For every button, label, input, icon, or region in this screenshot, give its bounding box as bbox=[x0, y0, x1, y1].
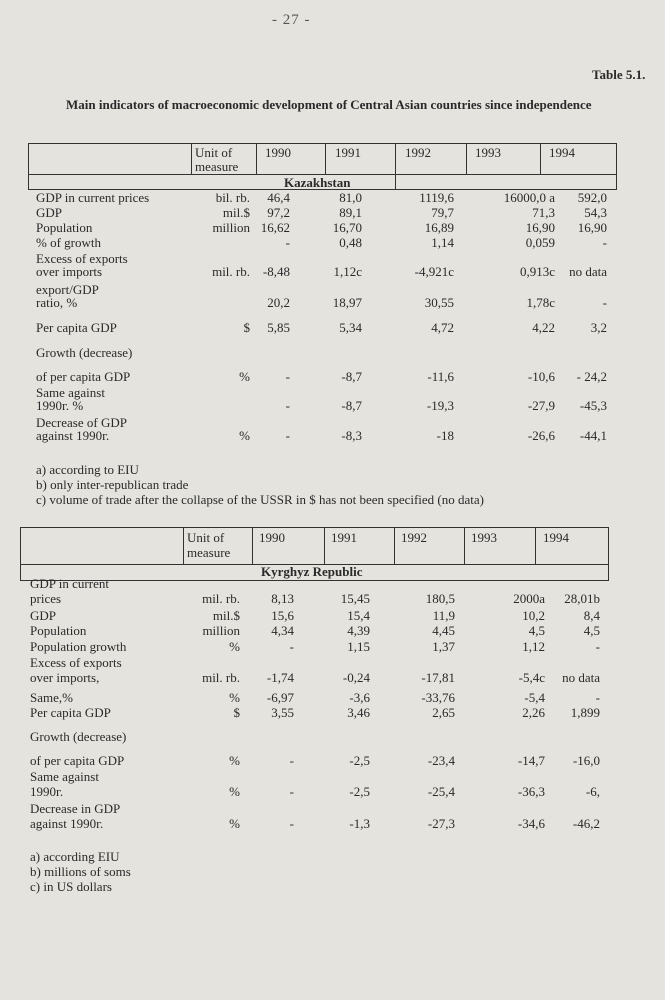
kz-cell-1: -8,7 bbox=[341, 398, 362, 413]
kz-cell-0: - bbox=[285, 398, 290, 413]
kz-row-label: of per capita GDP bbox=[36, 369, 131, 384]
kg-cell-0: -6,97 bbox=[266, 690, 294, 705]
kz-row-unit: % bbox=[239, 428, 250, 443]
kz-cell-0: - bbox=[285, 369, 290, 384]
kz-cell-4: - 24,2 bbox=[576, 369, 607, 384]
kz-cell-2: 30,55 bbox=[424, 295, 454, 310]
kz-cell-3: 1,78c bbox=[526, 295, 555, 310]
kg-cell-4: -6, bbox=[585, 784, 600, 799]
kz-cell-2: 4,72 bbox=[431, 320, 454, 335]
kz-cell-2: -4,921c bbox=[414, 264, 454, 279]
kg-cell-2: 4,45 bbox=[432, 623, 455, 638]
kg-row-unit: % bbox=[229, 753, 240, 768]
kg-row-unit: % bbox=[229, 690, 240, 705]
kz-cell-1: 18,97 bbox=[332, 295, 362, 310]
kg-cell-3: -5,4c bbox=[518, 670, 545, 685]
kz-cell-0: 46,4 bbox=[267, 190, 290, 205]
kg-cell-4: 28,01b bbox=[564, 591, 600, 606]
kz-cell-4: 54,3 bbox=[584, 205, 607, 220]
kg-cell-2: -33,76 bbox=[421, 690, 455, 705]
kg-year-1992: 1992 bbox=[401, 530, 427, 545]
kz-row-label: against 1990г. bbox=[36, 428, 110, 443]
kg-footnote: c) in US dollars bbox=[30, 879, 112, 894]
kz-cell-0: 20,2 bbox=[267, 295, 290, 310]
kg-row-label: GDP bbox=[30, 608, 57, 623]
kg-cell-4: - bbox=[595, 690, 600, 705]
table-label: Table 5.1. bbox=[592, 67, 646, 82]
kg-cell-0: - bbox=[289, 816, 294, 831]
kz-cell-1: 1,12c bbox=[333, 264, 362, 279]
kg-cell-2: -17,81 bbox=[421, 670, 455, 685]
kg-cell-3: -34,6 bbox=[517, 816, 545, 831]
kz-cell-0: - bbox=[285, 235, 290, 250]
kg-unit-header: Unit of bbox=[187, 530, 225, 545]
kz-cell-2: 79,7 bbox=[431, 205, 454, 220]
kg-cell-1: 4,39 bbox=[347, 623, 370, 638]
kg-row-label: Excess of exports bbox=[30, 655, 122, 670]
kg-row-label: Decrease in GDP bbox=[30, 801, 121, 816]
kz-cell-2: 1119,6 bbox=[419, 190, 454, 205]
kz-cell-4: - bbox=[602, 235, 607, 250]
kz-cell-2: -19,3 bbox=[426, 398, 454, 413]
kz-country-name: Kazakhstan bbox=[284, 175, 351, 190]
kg-cell-1: -3,6 bbox=[349, 690, 370, 705]
kg-row-unit: mil. rb. bbox=[202, 670, 240, 685]
kz-year-1993: 1993 bbox=[475, 145, 501, 160]
kz-row-label: GDP in current prices bbox=[36, 190, 150, 205]
kz-cell-3: 0,913c bbox=[519, 264, 555, 279]
kz-cell-3: 16000,0 a bbox=[503, 190, 555, 205]
kg-cell-4: 8,4 bbox=[583, 608, 600, 623]
kz-row-label: export/GDP bbox=[36, 282, 99, 297]
kz-row-label: % of growth bbox=[36, 235, 101, 250]
kg-cell-3: 2,26 bbox=[522, 705, 545, 720]
kz-cell-3: 71,3 bbox=[532, 205, 555, 220]
kg-cell-3: 2000a bbox=[513, 591, 545, 606]
kz-cell-3: -26,6 bbox=[527, 428, 555, 443]
kz-year-1992: 1992 bbox=[405, 145, 431, 160]
kg-cell-4: - bbox=[595, 639, 600, 654]
kz-cell-4: 592,0 bbox=[577, 190, 607, 205]
kg-country-name: Kyrghyz Republic bbox=[261, 564, 363, 579]
kg-row-label: over imports, bbox=[30, 670, 100, 685]
kg-year-1991: 1991 bbox=[331, 530, 357, 545]
kz-cell-2: 16,89 bbox=[424, 220, 454, 235]
kz-cell-2: 1,14 bbox=[431, 235, 454, 250]
kg-cell-0: 4,34 bbox=[271, 623, 294, 638]
kz-row-unit: % bbox=[239, 369, 250, 384]
page-number: - 27 - bbox=[272, 12, 311, 28]
kg-cell-4: -46,2 bbox=[572, 816, 600, 831]
kz-row-unit: bil. rb. bbox=[215, 190, 250, 205]
kz-row-unit: mil.$ bbox=[222, 205, 250, 220]
kz-cell-2: -11,6 bbox=[427, 369, 454, 384]
kz-cell-1: 89,1 bbox=[339, 205, 362, 220]
kg-cell-3: 10,2 bbox=[522, 608, 545, 623]
kz-cell-0: 16,62 bbox=[260, 220, 290, 235]
kg-row-unit: $ bbox=[233, 705, 240, 720]
kz-cell-0: 97,2 bbox=[267, 205, 290, 220]
kz-year-1994: 1994 bbox=[549, 145, 575, 160]
kg-row-unit: million bbox=[202, 623, 240, 638]
kg-cell-0: - bbox=[289, 784, 294, 799]
kg-cell-4: 4,5 bbox=[583, 623, 600, 638]
kg-row-unit: mil.$ bbox=[212, 608, 240, 623]
kz-row-label: 1990г. % bbox=[36, 398, 84, 413]
kz-cell-1: 16,70 bbox=[332, 220, 362, 235]
kg-year-1990: 1990 bbox=[259, 530, 285, 545]
kz-cell-4: -44,1 bbox=[579, 428, 607, 443]
kz-cell-4: no data bbox=[569, 264, 607, 279]
kz-header-box bbox=[28, 143, 617, 190]
kg-cell-1: -2,5 bbox=[349, 784, 370, 799]
kz-unit-header-2: measure bbox=[195, 159, 239, 174]
kg-cell-2: 11,9 bbox=[432, 608, 455, 623]
kg-row-label: Same against bbox=[30, 769, 99, 784]
kg-cell-1: 1,15 bbox=[347, 639, 370, 654]
kg-row-label: Same,% bbox=[30, 690, 73, 705]
kg-cell-4: 1,899 bbox=[570, 705, 600, 720]
kg-cell-1: 15,4 bbox=[347, 608, 370, 623]
kg-row-label: Per capita GDP bbox=[30, 705, 111, 720]
kg-cell-3: 1,12 bbox=[522, 639, 545, 654]
kg-row-label: against 1990г. bbox=[30, 816, 104, 831]
kz-cell-4: -45,3 bbox=[579, 398, 607, 413]
kg-row-label: Population bbox=[30, 623, 87, 638]
table-caption: Main indicators of macroeconomic development of Central Asian countries since independence bbox=[66, 97, 592, 112]
kg-cell-0: - bbox=[289, 753, 294, 768]
kg-row-unit: % bbox=[229, 784, 240, 799]
kg-cell-3: -14,7 bbox=[517, 753, 545, 768]
kz-row-unit: $ bbox=[243, 320, 250, 335]
kg-cell-2: -27,3 bbox=[427, 816, 455, 831]
kg-cell-3: 4,5 bbox=[528, 623, 545, 638]
kg-footnote: b) millions of soms bbox=[30, 864, 131, 879]
kz-row-label: Same against bbox=[36, 385, 105, 400]
kg-cell-2: 180,5 bbox=[425, 591, 455, 606]
kz-cell-3: 16,90 bbox=[525, 220, 555, 235]
kz-cell-3: 4,22 bbox=[532, 320, 555, 335]
kg-cell-0: - bbox=[289, 639, 294, 654]
kg-cell-0: -1,74 bbox=[266, 670, 294, 685]
kz-row-label: Per capita GDP bbox=[36, 320, 117, 335]
kz-row-label: ratio, % bbox=[36, 295, 78, 310]
kg-row-label: Growth (decrease) bbox=[30, 729, 127, 744]
kz-cell-0: -8,48 bbox=[262, 264, 290, 279]
kg-cell-2: 1,37 bbox=[432, 639, 455, 654]
kg-row-unit: mil. rb. bbox=[202, 591, 240, 606]
kz-cell-4: 3,2 bbox=[590, 320, 607, 335]
kz-row-unit: mil. rb. bbox=[212, 264, 250, 279]
kg-cell-0: 15,6 bbox=[271, 608, 294, 623]
kz-row-label: Excess of exports bbox=[36, 251, 128, 266]
kz-cell-3: -10,6 bbox=[527, 369, 555, 384]
kg-cell-3: -5,4 bbox=[524, 690, 545, 705]
kg-cell-1: -1,3 bbox=[349, 816, 370, 831]
kz-year-1990: 1990 bbox=[265, 145, 291, 160]
kz-cell-4: - bbox=[602, 295, 607, 310]
kz-cell-1: 5,34 bbox=[339, 320, 362, 335]
kg-year-1994: 1994 bbox=[543, 530, 569, 545]
kz-footnote: c) volume of trade after the collapse of the USSR in $ has not been specified (no data) bbox=[36, 492, 484, 507]
kz-cell-0: 5,85 bbox=[267, 320, 290, 335]
kg-header-box bbox=[20, 527, 609, 581]
kz-footnote: b) only inter-republican trade bbox=[36, 477, 189, 492]
kz-cell-2: -18 bbox=[436, 428, 454, 443]
kg-row-unit: % bbox=[229, 816, 240, 831]
kz-unit-header: Unit of bbox=[195, 145, 233, 160]
kz-year-1991: 1991 bbox=[335, 145, 361, 160]
kz-footnote: a) according to EIU bbox=[36, 462, 139, 477]
kg-unit-header-2: measure bbox=[187, 545, 231, 560]
kg-cell-1: 3,46 bbox=[347, 705, 370, 720]
kg-row-unit: % bbox=[229, 639, 240, 654]
kg-cell-3: -36,3 bbox=[517, 784, 545, 799]
kg-cell-0: 8,13 bbox=[271, 591, 294, 606]
kz-cell-0: - bbox=[285, 428, 290, 443]
kg-footnote: a) according EIU bbox=[30, 849, 120, 864]
kz-cell-1: -8,7 bbox=[341, 369, 362, 384]
kg-cell-2: -25,4 bbox=[427, 784, 455, 799]
kg-row-label: GDP in current bbox=[30, 576, 109, 591]
kz-cell-4: 16,90 bbox=[577, 220, 607, 235]
kz-cell-1: -8,3 bbox=[341, 428, 362, 443]
kg-cell-2: 2,65 bbox=[432, 705, 455, 720]
kz-row-label: Growth (decrease) bbox=[36, 345, 133, 360]
kz-cell-3: 0,059 bbox=[525, 235, 555, 250]
kz-row-label: Decrease of GDP bbox=[36, 415, 127, 430]
kg-cell-4: -16,0 bbox=[572, 753, 600, 768]
kz-row-label: over imports bbox=[36, 264, 103, 279]
kz-cell-1: 81,0 bbox=[339, 190, 362, 205]
kz-cell-3: -27,9 bbox=[527, 398, 555, 413]
kg-cell-1: -0,24 bbox=[342, 670, 370, 685]
kg-row-label: Population growth bbox=[30, 639, 127, 654]
kg-cell-1: 15,45 bbox=[340, 591, 370, 606]
kg-cell-1: -2,5 bbox=[349, 753, 370, 768]
kg-row-label: of per capita GDP bbox=[30, 753, 125, 768]
kg-cell-2: -23,4 bbox=[427, 753, 455, 768]
kg-row-label: prices bbox=[30, 591, 62, 606]
kz-row-label: GDP bbox=[36, 205, 63, 220]
kg-row-label: 1990г. bbox=[30, 784, 64, 799]
kg-cell-0: 3,55 bbox=[271, 705, 294, 720]
kz-row-unit: million bbox=[212, 220, 250, 235]
kg-cell-4: no data bbox=[562, 670, 600, 685]
kz-cell-1: 0,48 bbox=[339, 235, 362, 250]
kz-row-label: Population bbox=[36, 220, 93, 235]
kg-year-1993: 1993 bbox=[471, 530, 497, 545]
